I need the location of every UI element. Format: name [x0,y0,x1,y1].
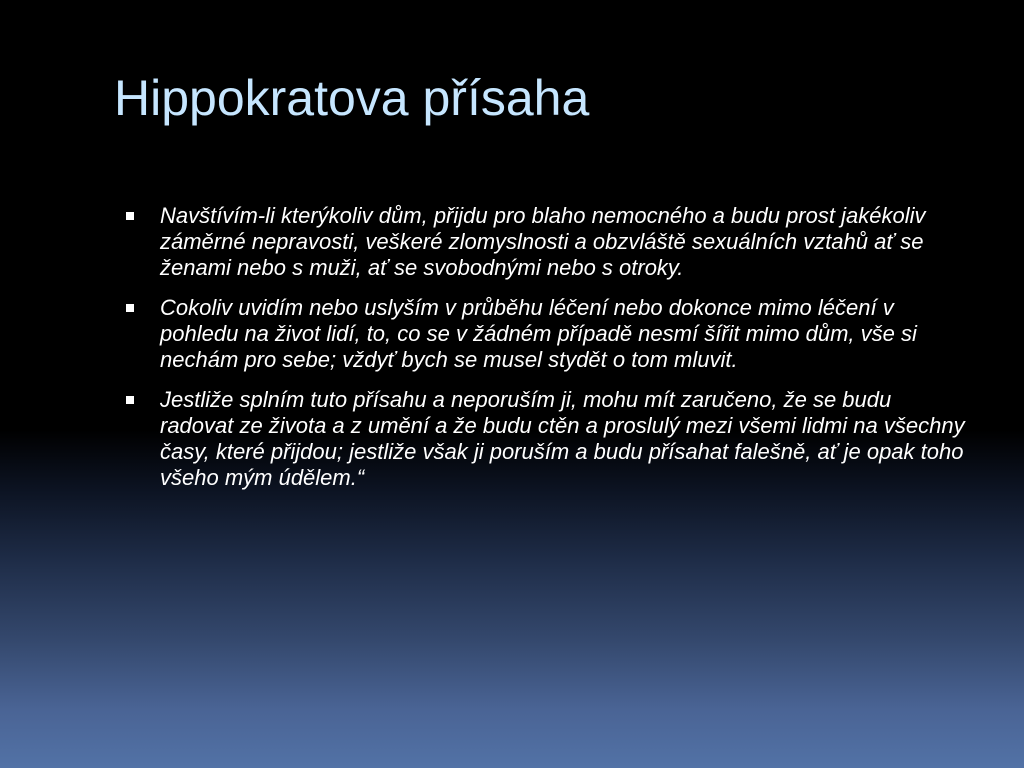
list-item [120,203,970,281]
square-bullet-icon [126,304,134,312]
list-item [120,295,970,373]
square-bullet-icon [126,396,134,404]
bullet-list [120,203,970,505]
list-item [120,387,970,491]
square-bullet-icon [126,212,134,220]
slide-title: Hippokratova přísaha [114,70,590,126]
bullet-text: Jestliže splním tuto přísahu a neporuším ji, mohu mít zaručeno, že se budu radovat ze života a z umění a že budu ctěn a proslulý mezi všemi lidmi na všechny časy, které přijdou; jestliže však ji poruším a budu přísahat falešně, ať je opak toho všeho mým údělem.“ [160,387,965,490]
bullet-text: Navštívím-li kterýkoliv dům, přijdu pro blaho nemocného a budu prost jakékoliv záměrné nepravosti, veškeré zlomyslnosti a obzvláště sexuálních vztahů ať se ženami nebo s muži, ať se svobodnými nebo s otroky. [160,203,926,280]
bullet-text: Cokoliv uvidím nebo uslyším v průběhu léčení nebo dokonce mimo léčení v pohledu na život lidí, to, co se v žádném případě nesmí šířit mimo dům, vše si nechám pro sebe; vždyť bych se musel stydět o tom mluvit. [160,295,917,372]
